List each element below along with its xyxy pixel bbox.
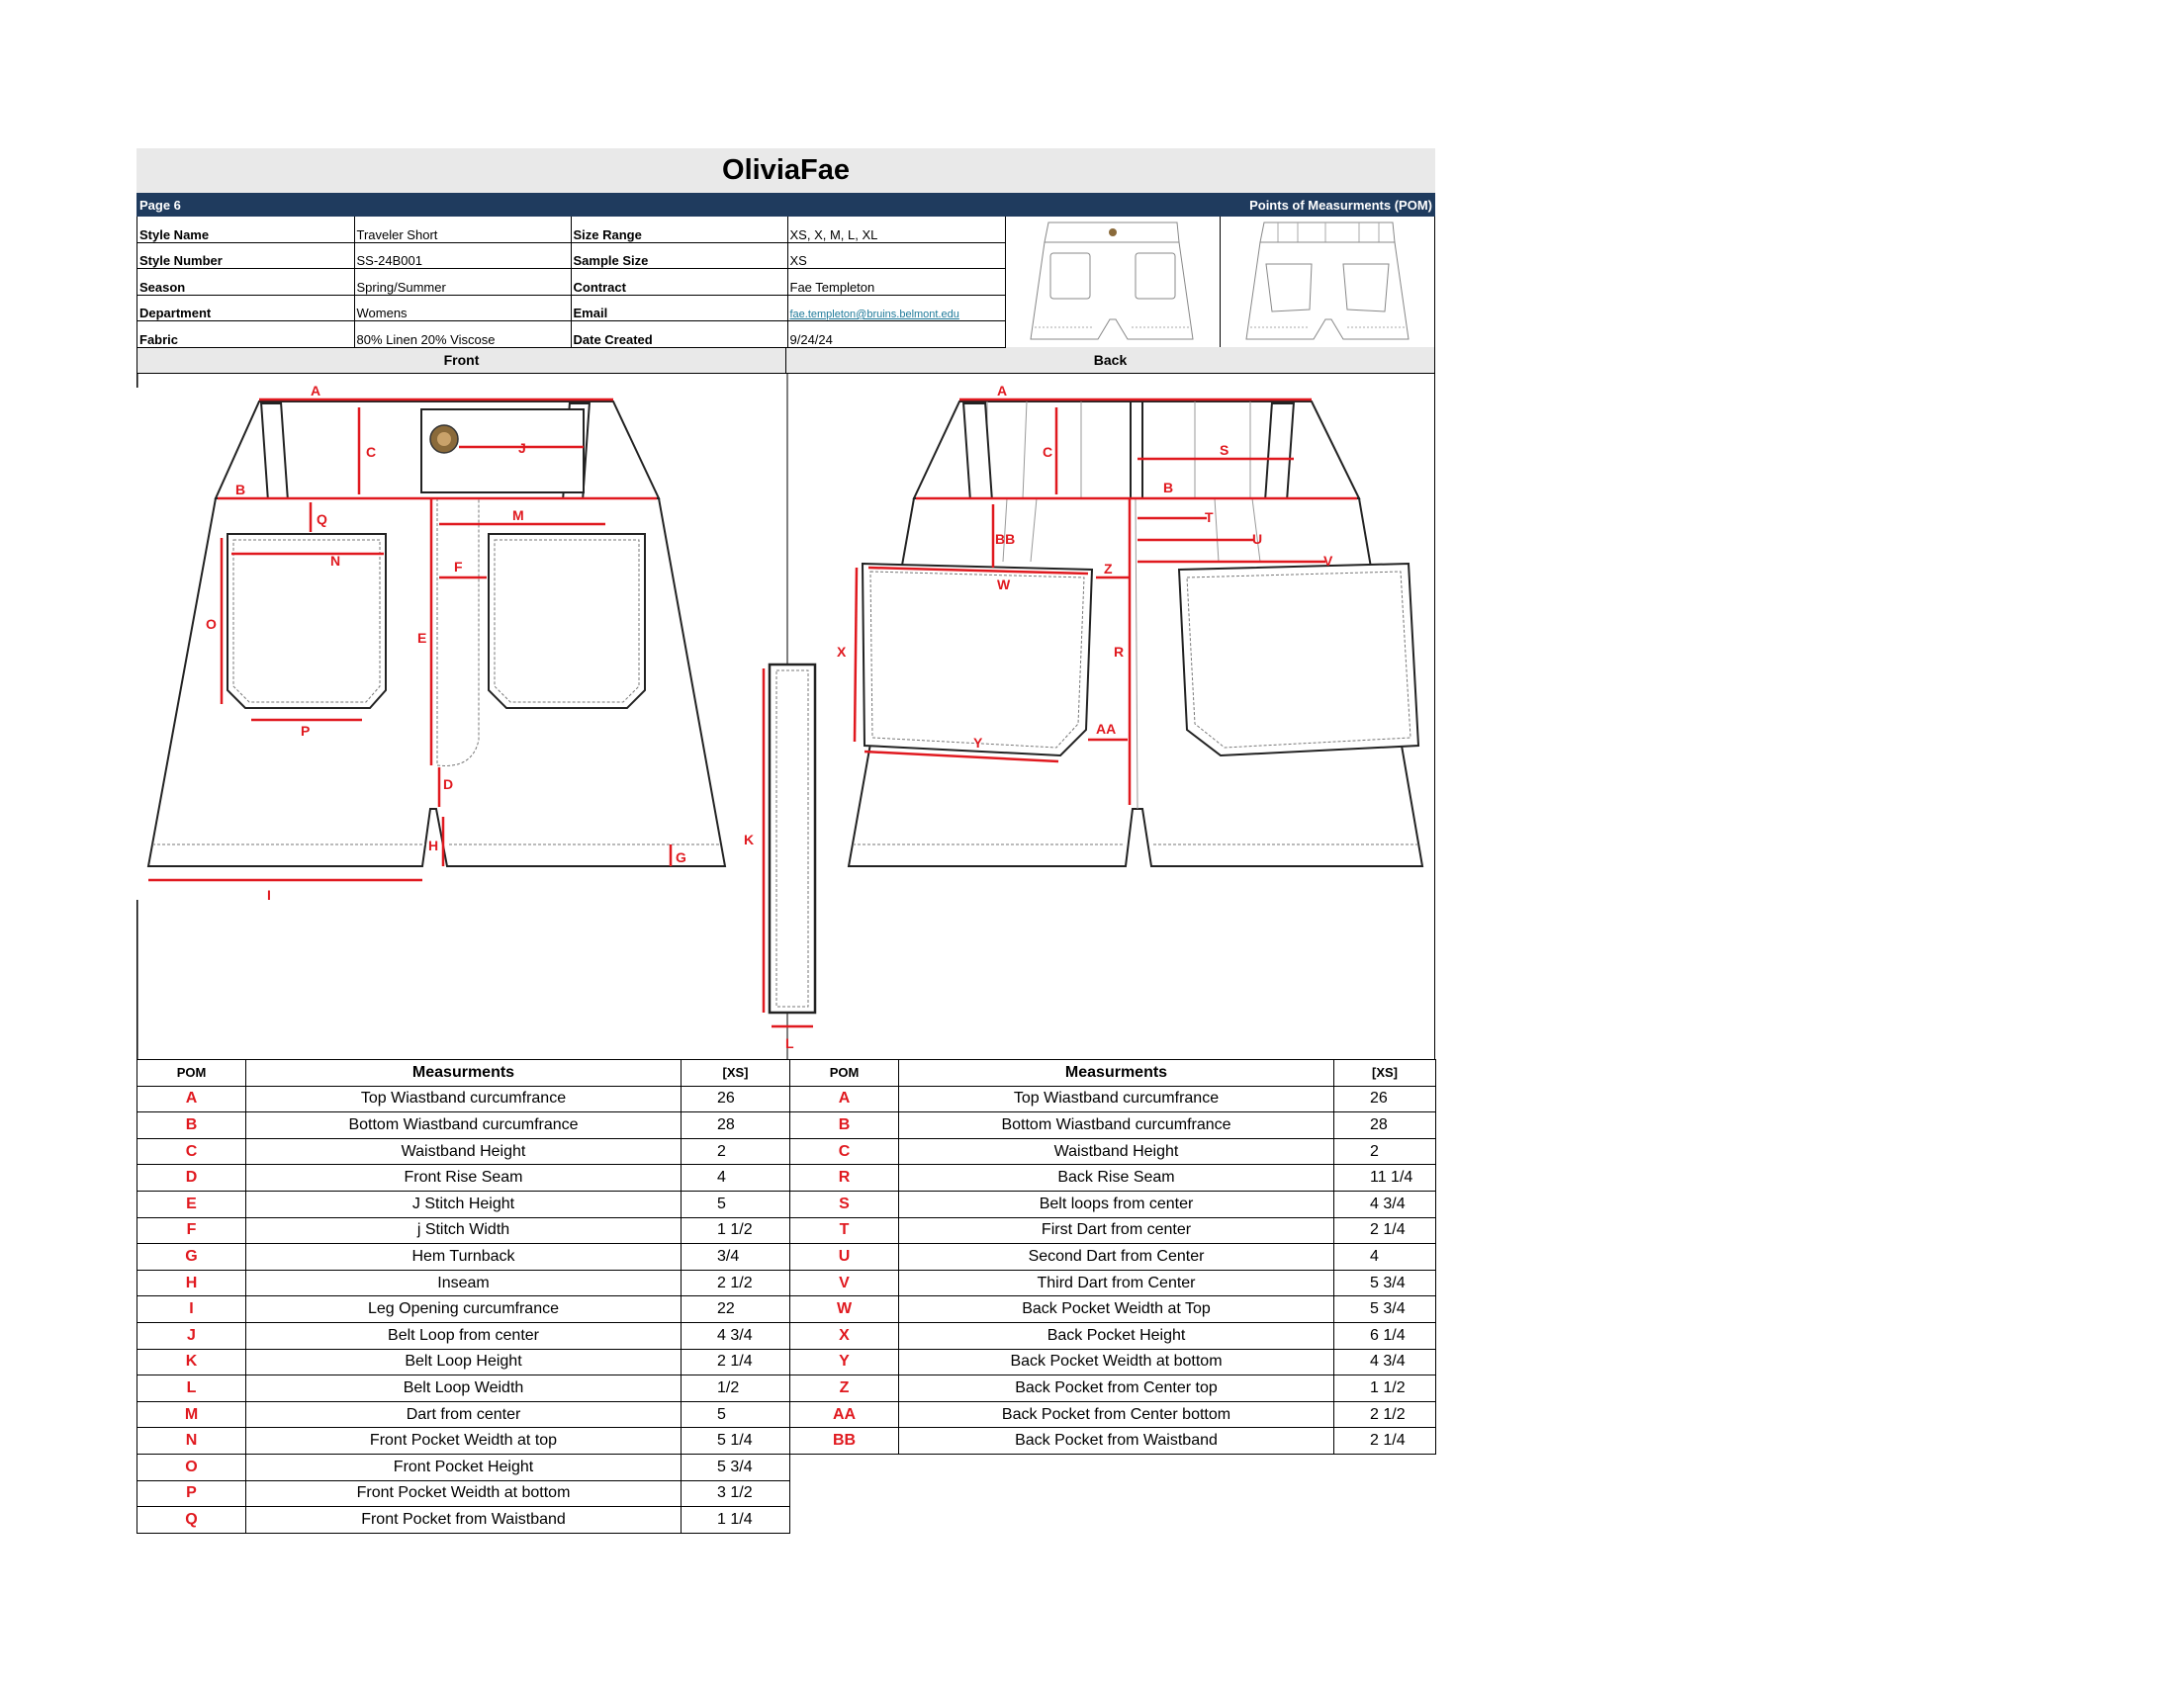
info-label: Date Created bbox=[571, 321, 787, 348]
table-row bbox=[790, 1165, 1436, 1192]
info-label: Style Name bbox=[137, 217, 354, 242]
table-row bbox=[137, 1349, 790, 1375]
table-row bbox=[790, 1217, 1436, 1244]
pom-label: Y bbox=[973, 735, 983, 751]
pom-label: N bbox=[330, 553, 341, 569]
pom-label: G bbox=[676, 849, 686, 865]
spec-sheet bbox=[136, 148, 1435, 1060]
table-row bbox=[790, 1270, 1436, 1296]
pom-code: S bbox=[790, 1191, 899, 1217]
page-header-bar bbox=[136, 193, 1435, 217]
table-row bbox=[137, 1401, 790, 1428]
info-value: XS, X, M, L, XL bbox=[787, 217, 1005, 242]
pom-label: P bbox=[301, 723, 311, 739]
measurement-name: Bottom Wiastband curcumfrance bbox=[899, 1112, 1334, 1139]
measurement-name: j Stitch Width bbox=[246, 1217, 682, 1244]
measurement-value: 26 bbox=[1334, 1086, 1436, 1112]
pom-label: Q bbox=[317, 511, 327, 527]
pom-code: BB bbox=[790, 1428, 899, 1455]
measurement-name: Front Pocket Weidth at bottom bbox=[246, 1480, 682, 1507]
measurement-value: 3 1/2 bbox=[682, 1480, 790, 1507]
table-row bbox=[137, 1138, 790, 1165]
pom-label: H bbox=[428, 838, 439, 853]
pom-code: B bbox=[790, 1112, 899, 1139]
measurement-name: Top Wiastband curcumfrance bbox=[899, 1086, 1334, 1112]
pom-code: W bbox=[790, 1296, 899, 1323]
table-row bbox=[137, 1428, 790, 1455]
technical-drawing-area bbox=[136, 374, 1435, 1060]
pom-code: A bbox=[137, 1086, 246, 1112]
measurements-column-header: Measurments bbox=[899, 1060, 1334, 1087]
pom-code: C bbox=[790, 1138, 899, 1165]
info-value: SS-24B001 bbox=[354, 242, 571, 269]
pom-code: T bbox=[790, 1217, 899, 1244]
front-measurement-table bbox=[136, 1059, 790, 1534]
measurement-value: 1 1/4 bbox=[682, 1507, 790, 1534]
pom-label: A bbox=[311, 383, 321, 399]
measurement-name: Leg Opening curcumfrance bbox=[246, 1296, 682, 1323]
measurement-name: Waistband Height bbox=[899, 1138, 1334, 1165]
pom-code: AA bbox=[790, 1401, 899, 1428]
measurement-value: 4 3/4 bbox=[682, 1322, 790, 1349]
pom-label: C bbox=[366, 444, 377, 460]
brand-title: OliviaFae bbox=[136, 148, 1435, 193]
measurement-name: Front Rise Seam bbox=[246, 1165, 682, 1192]
pom-label: BB bbox=[995, 531, 1016, 547]
info-value: Traveler Short bbox=[354, 217, 571, 242]
info-value: Fae Templeton bbox=[787, 269, 1005, 296]
back-short-sketch bbox=[849, 401, 1422, 866]
table-row bbox=[137, 1507, 790, 1534]
back-view-label: Back bbox=[785, 347, 1434, 373]
info-label: Style Number bbox=[137, 242, 354, 269]
info-row bbox=[137, 321, 1005, 348]
info-value: XS bbox=[787, 242, 1005, 269]
pom-label: V bbox=[1323, 553, 1333, 569]
pom-code: E bbox=[137, 1191, 246, 1217]
table-row bbox=[790, 1401, 1436, 1428]
measurement-value: 26 bbox=[682, 1086, 790, 1112]
pom-label: X bbox=[837, 644, 847, 660]
pom-code: I bbox=[137, 1296, 246, 1323]
pom-code: K bbox=[137, 1349, 246, 1375]
pom-label: K bbox=[744, 832, 755, 847]
measurement-value: 4 3/4 bbox=[1334, 1349, 1436, 1375]
flat-sketch-svg bbox=[136, 374, 1435, 1060]
table-header-row bbox=[790, 1060, 1436, 1087]
measurement-value: 28 bbox=[1334, 1112, 1436, 1139]
pom-code: C bbox=[137, 1138, 246, 1165]
pom-label: D bbox=[443, 776, 454, 792]
measurement-value: 22 bbox=[682, 1296, 790, 1323]
measurement-name: Back Pocket Weidth at bottom bbox=[899, 1349, 1334, 1375]
measurement-value: 5 bbox=[682, 1191, 790, 1217]
measurement-value: 5 3/4 bbox=[1334, 1270, 1436, 1296]
table-row bbox=[790, 1349, 1436, 1375]
page-label: Page 6 bbox=[139, 197, 181, 213]
measurement-value: 6 1/4 bbox=[1334, 1322, 1436, 1349]
measurement-value: 2 1/2 bbox=[682, 1270, 790, 1296]
view-header bbox=[136, 347, 1435, 374]
pom-code: J bbox=[137, 1322, 246, 1349]
measurement-name: Inseam bbox=[246, 1270, 682, 1296]
measurement-value: 4 3/4 bbox=[1334, 1191, 1436, 1217]
table-row bbox=[137, 1086, 790, 1112]
info-label: Department bbox=[137, 295, 354, 321]
table-row bbox=[137, 1454, 790, 1480]
table-row bbox=[790, 1296, 1436, 1323]
measurement-value: 2 1/4 bbox=[1334, 1217, 1436, 1244]
size-column-header: [XS] bbox=[682, 1060, 790, 1087]
table-row bbox=[790, 1138, 1436, 1165]
measurement-name: Hem Turnback bbox=[246, 1244, 682, 1271]
info-value: 80% Linen 20% Viscose bbox=[354, 321, 571, 348]
info-row bbox=[137, 269, 1005, 296]
pom-label: A bbox=[997, 383, 1008, 399]
measurement-value: 2 1/2 bbox=[1334, 1401, 1436, 1428]
table-row bbox=[137, 1244, 790, 1271]
pom-label: O bbox=[206, 616, 217, 632]
pom-code: A bbox=[790, 1086, 899, 1112]
info-value: 9/24/24 bbox=[787, 321, 1005, 348]
pom-column-header: POM bbox=[790, 1060, 899, 1087]
table-header-row bbox=[137, 1060, 790, 1087]
measurement-name: Bottom Wiastband curcumfrance bbox=[246, 1112, 682, 1139]
measurement-value: 1 1/2 bbox=[682, 1217, 790, 1244]
pom-label: R bbox=[1114, 644, 1125, 660]
pom-code: R bbox=[790, 1165, 899, 1192]
info-value: Womens bbox=[354, 295, 571, 321]
pom-label: I bbox=[267, 887, 271, 903]
back-measurement-table bbox=[789, 1059, 1436, 1455]
measurements-column-header: Measurments bbox=[246, 1060, 682, 1087]
info-value: Spring/Summer bbox=[354, 269, 571, 296]
pom-label: F bbox=[454, 559, 463, 575]
pom-code: D bbox=[137, 1165, 246, 1192]
info-label: Sample Size bbox=[571, 242, 787, 269]
info-label: Season bbox=[137, 269, 354, 296]
pom-label: S bbox=[1220, 442, 1229, 458]
front-thumbnail-sketch bbox=[1005, 217, 1221, 347]
pom-label: W bbox=[997, 576, 1011, 592]
measurement-name: Front Pocket Height bbox=[246, 1454, 682, 1480]
style-info-table bbox=[137, 217, 1006, 348]
pom-label: U bbox=[1252, 531, 1263, 547]
table-row bbox=[790, 1191, 1436, 1217]
measurement-name: Third Dart from Center bbox=[899, 1270, 1334, 1296]
measurement-name: Back Rise Seam bbox=[899, 1165, 1334, 1192]
info-row bbox=[137, 217, 1005, 242]
measurement-value: 5 3/4 bbox=[1334, 1296, 1436, 1323]
measurement-value: 5 bbox=[682, 1401, 790, 1428]
pom-label: Z bbox=[1104, 561, 1113, 576]
table-row bbox=[137, 1191, 790, 1217]
info-label: Size Range bbox=[571, 217, 787, 242]
info-row bbox=[137, 295, 1005, 321]
measurement-name: Belt Loop Height bbox=[246, 1349, 682, 1375]
measurement-name: Back Pocket Height bbox=[899, 1322, 1334, 1349]
table-row bbox=[137, 1375, 790, 1402]
pom-code: X bbox=[790, 1322, 899, 1349]
measurement-name: Belt Loop from center bbox=[246, 1322, 682, 1349]
table-row bbox=[137, 1165, 790, 1192]
back-thumbnail bbox=[1221, 217, 1436, 347]
measurement-name: Front Pocket Weidth at top bbox=[246, 1428, 682, 1455]
measurement-value: 1/2 bbox=[682, 1375, 790, 1402]
measurement-value: 2 bbox=[1334, 1138, 1436, 1165]
measurement-name: Belt loops from center bbox=[899, 1191, 1334, 1217]
measurement-name: J Stitch Height bbox=[246, 1191, 682, 1217]
table-row bbox=[137, 1270, 790, 1296]
front-short-sketch bbox=[148, 401, 725, 866]
pom-label: L bbox=[785, 1035, 794, 1051]
pom-code: G bbox=[137, 1244, 246, 1271]
pom-label: B bbox=[235, 482, 246, 497]
size-column-header: [XS] bbox=[1334, 1060, 1436, 1087]
front-view-label: Front bbox=[443, 352, 480, 368]
measurement-name: Top Wiastband curcumfrance bbox=[246, 1086, 682, 1112]
measurement-name: Back Pocket from Waistband bbox=[899, 1428, 1334, 1455]
table-row bbox=[790, 1086, 1436, 1112]
pom-label: J bbox=[518, 440, 526, 456]
table-row bbox=[790, 1244, 1436, 1271]
pom-code: V bbox=[790, 1270, 899, 1296]
measurement-value: 4 bbox=[1334, 1244, 1436, 1271]
measurement-name: Waistband Height bbox=[246, 1138, 682, 1165]
table-row bbox=[790, 1322, 1436, 1349]
pom-code: O bbox=[137, 1454, 246, 1480]
pom-column-header: POM bbox=[137, 1060, 246, 1087]
style-info-block bbox=[136, 217, 1435, 347]
measurement-value: 5 3/4 bbox=[682, 1454, 790, 1480]
pom-label: C bbox=[1043, 444, 1053, 460]
belt-loop-sketch bbox=[764, 665, 815, 1026]
measurement-value: 5 1/4 bbox=[682, 1428, 790, 1455]
pom-code: F bbox=[137, 1217, 246, 1244]
email-link[interactable]: fae.templeton@bruins.belmont.edu bbox=[787, 295, 1005, 321]
info-row bbox=[137, 242, 1005, 269]
pom-code: U bbox=[790, 1244, 899, 1271]
pom-code: Y bbox=[790, 1349, 899, 1375]
pom-label: T bbox=[1205, 509, 1214, 525]
measurement-name: Back Pocket Weidth at Top bbox=[899, 1296, 1334, 1323]
measurement-value: 4 bbox=[682, 1165, 790, 1192]
table-row bbox=[137, 1217, 790, 1244]
info-label: Email bbox=[571, 295, 787, 321]
measurement-name: Back Pocket from Center bottom bbox=[899, 1401, 1334, 1428]
info-label: Fabric bbox=[137, 321, 354, 348]
front-thumbnail bbox=[1005, 217, 1221, 347]
pom-code: P bbox=[137, 1480, 246, 1507]
table-row bbox=[790, 1375, 1436, 1402]
measurement-value: 2 1/4 bbox=[1334, 1428, 1436, 1455]
measurement-value: 28 bbox=[682, 1112, 790, 1139]
section-label: Points of Measurments (POM) bbox=[1249, 197, 1432, 213]
measurement-name: Back Pocket from Center top bbox=[899, 1375, 1334, 1402]
pom-code: Q bbox=[137, 1507, 246, 1534]
back-thumbnail-sketch bbox=[1221, 217, 1436, 347]
pom-label: M bbox=[512, 507, 524, 523]
table-row bbox=[137, 1480, 790, 1507]
pom-code: B bbox=[137, 1112, 246, 1139]
table-row bbox=[790, 1112, 1436, 1139]
table-row bbox=[790, 1428, 1436, 1455]
measurement-value: 3/4 bbox=[682, 1244, 790, 1271]
measurement-name: Second Dart from Center bbox=[899, 1244, 1334, 1271]
pom-code: Z bbox=[790, 1375, 899, 1402]
measurement-name: First Dart from center bbox=[899, 1217, 1334, 1244]
measurement-value: 11 1/4 bbox=[1334, 1165, 1436, 1192]
table-row bbox=[137, 1112, 790, 1139]
table-row bbox=[137, 1296, 790, 1323]
pom-label: E bbox=[417, 630, 427, 646]
table-row bbox=[137, 1322, 790, 1349]
measurement-name: Dart from center bbox=[246, 1401, 682, 1428]
measurement-name: Front Pocket from Waistband bbox=[246, 1507, 682, 1534]
pom-code: M bbox=[137, 1401, 246, 1428]
pom-label: AA bbox=[1096, 721, 1117, 737]
pom-code: H bbox=[137, 1270, 246, 1296]
pom-label: B bbox=[1163, 480, 1174, 495]
measurement-name: Belt Loop Weidth bbox=[246, 1375, 682, 1402]
measurement-value: 2 1/4 bbox=[682, 1349, 790, 1375]
info-label: Contract bbox=[571, 269, 787, 296]
pom-code: L bbox=[137, 1375, 246, 1402]
pom-code: N bbox=[137, 1428, 246, 1455]
measurement-value: 2 bbox=[682, 1138, 790, 1165]
measurement-value: 1 1/2 bbox=[1334, 1375, 1436, 1402]
